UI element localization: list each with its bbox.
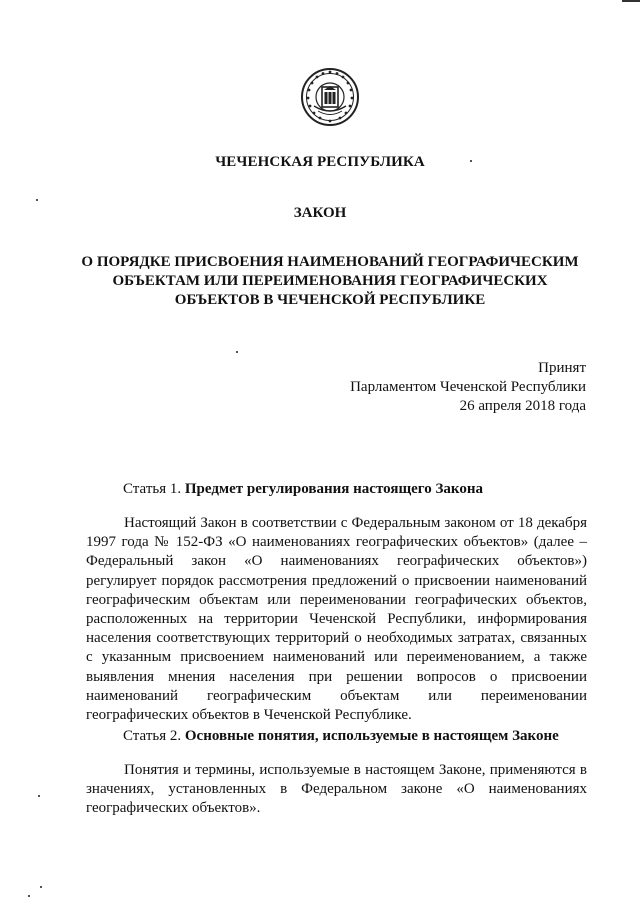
article-1-heading (123, 481, 483, 498)
scan-speck (38, 795, 40, 797)
scan-speck (36, 199, 38, 201)
law-title: О ПОРЯДКЕ ПРИСВОЕНИЯ НАИМЕНОВАНИЙ ГЕОГРАФИЧЕСКИМ ОБЪЕКТАМ ИЛИ ПЕРЕИМЕНОВАНИЯ ГЕОГРАФИЧЕСКИХ ОБЪЕКТОВ В ЧЕЧЕНСКОЙ РЕСПУБЛИКЕ (81, 254, 579, 308)
scan-speck (40, 886, 42, 888)
article-2-text: Понятия и термины, используемые в настоящем Законе, применяются в значениях, установленных в Федеральном законе «О наименованиях географических объектов». (86, 762, 587, 817)
adoption-body: Парламентом Чеченской Республики (350, 379, 586, 395)
adoption-block (350, 359, 586, 416)
article-2-title: Основные понятия, используемые в настоящем Законе (184, 728, 559, 744)
republic-name: ЧЕЧЕНСКАЯ РЕСПУБЛИКА (215, 154, 425, 170)
article-2-heading (123, 728, 559, 745)
scan-speck (28, 895, 30, 897)
scan-speck (470, 160, 472, 162)
scan-corner-mark (622, 0, 640, 2)
article-1-label: Статья 1. (123, 481, 182, 497)
adoption-status: Принят (538, 360, 586, 376)
article-1-title: Предмет регулирования настоящего Закона (184, 481, 483, 497)
scan-speck (236, 351, 238, 353)
article-2-label: Статья 2. (123, 728, 182, 744)
adoption-date: 26 апреля 2018 года (459, 398, 586, 414)
coat-of-arms-icon (300, 66, 360, 128)
article-1-text: Настоящий Закон в соответствии с Федеральным законом от 18 декабря 1997 года № 152-ФЗ «О наименованиях географических объектов» (далее – Федеральный закон «О наименованиях географических объектов») регулирует порядок рассмотрения предложений о присвоении наименований географическим объектам или переименовании географических объектов, расположенных на территории Чеченской Республики, информирования населения соответствующих территорий о необходимых затратах, связанных с указанным присвоением наименований или переименованием, а также выявления мнения населения при решении вопросов о присвоении наименований географическим объектам или переименовании географических объектов в Чеченской Республике. (86, 515, 587, 724)
document-type: ЗАКОН (293, 205, 347, 221)
